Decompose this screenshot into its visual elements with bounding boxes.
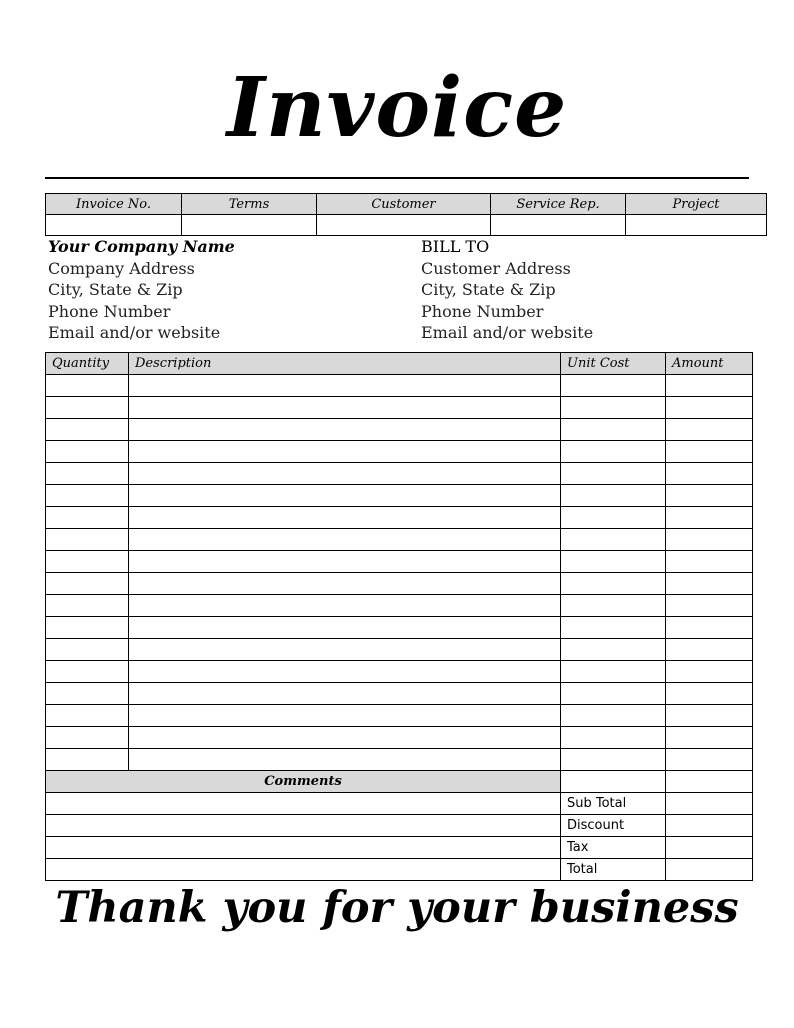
thank-you-message: Thank you for your business: [55, 883, 739, 933]
description-cell[interactable]: [129, 573, 561, 595]
quantity-cell[interactable]: [46, 639, 129, 661]
comments-spacer-amount: [666, 771, 753, 793]
unit-cost-cell[interactable]: [561, 573, 666, 595]
quantity-cell[interactable]: [46, 661, 129, 683]
description-cell[interactable]: [129, 375, 561, 397]
bill-to-heading: BILL TO: [421, 237, 490, 256]
comments-line[interactable]: [46, 793, 561, 815]
invoice-title: Invoice: [226, 60, 568, 156]
unit-cost-cell[interactable]: [561, 463, 666, 485]
amount-cell[interactable]: [666, 419, 753, 441]
unit-cost-cell[interactable]: [561, 397, 666, 419]
unit-cost-cell[interactable]: [561, 485, 666, 507]
unit-cost-cell[interactable]: [561, 551, 666, 573]
quantity-cell[interactable]: [46, 727, 129, 749]
customer-header: Customer: [317, 194, 491, 215]
discount-field[interactable]: [666, 815, 753, 837]
description-cell[interactable]: [129, 749, 561, 771]
description-cell[interactable]: [129, 529, 561, 551]
table-row: [46, 529, 753, 551]
description-cell[interactable]: [129, 441, 561, 463]
description-cell[interactable]: [129, 705, 561, 727]
amount-cell[interactable]: [666, 573, 753, 595]
amount-cell[interactable]: [666, 485, 753, 507]
amount-cell[interactable]: [666, 749, 753, 771]
unit-cost-cell[interactable]: [561, 595, 666, 617]
description-cell[interactable]: [129, 463, 561, 485]
amount-cell[interactable]: [666, 441, 753, 463]
quantity-cell[interactable]: [46, 463, 129, 485]
amount-cell[interactable]: [666, 463, 753, 485]
service-rep-field[interactable]: [491, 215, 626, 236]
unit-cost-cell[interactable]: [561, 529, 666, 551]
terms-field[interactable]: [182, 215, 317, 236]
total-label: Total: [561, 859, 666, 881]
table-row: [46, 705, 753, 727]
unit-cost-cell[interactable]: [561, 661, 666, 683]
quantity-cell[interactable]: [46, 705, 129, 727]
quantity-cell[interactable]: [46, 595, 129, 617]
amount-cell[interactable]: [666, 705, 753, 727]
table-row: [46, 749, 753, 771]
table-row: [46, 463, 753, 485]
amount-cell[interactable]: [666, 551, 753, 573]
description-cell[interactable]: [129, 661, 561, 683]
company-phone: Phone Number: [48, 301, 171, 321]
table-row: [46, 661, 753, 683]
unit-cost-cell[interactable]: [561, 749, 666, 771]
amount-cell[interactable]: [666, 529, 753, 551]
company-address: Company Address: [48, 258, 195, 278]
discount-label: Discount: [561, 815, 666, 837]
table-row: [46, 727, 753, 749]
quantity-cell[interactable]: [46, 397, 129, 419]
table-row: [46, 485, 753, 507]
description-cell[interactable]: [129, 595, 561, 617]
line-items-table: [45, 352, 753, 881]
company-email: Email and/or website: [48, 323, 221, 342]
company-info: [48, 236, 408, 344]
amount-cell[interactable]: [666, 683, 753, 705]
invoice-header-table: [45, 193, 767, 236]
unit-cost-cell[interactable]: [561, 727, 666, 749]
unit-cost-header: Unit Cost: [561, 353, 666, 375]
invoice-no-header: Invoice No.: [46, 194, 182, 215]
amount-cell[interactable]: [666, 617, 753, 639]
terms-header: Terms: [182, 194, 317, 215]
table-row: [46, 397, 753, 419]
project-header: Project: [626, 194, 767, 215]
amount-cell[interactable]: [666, 727, 753, 749]
unit-cost-cell[interactable]: [561, 507, 666, 529]
table-row: [46, 419, 753, 441]
amount-cell[interactable]: [666, 595, 753, 617]
company-name: Your Company Name: [48, 237, 235, 256]
company-city-state-zip: City, State & Zip: [48, 280, 183, 299]
table-row: [46, 441, 753, 463]
description-cell[interactable]: [129, 507, 561, 529]
unit-cost-cell[interactable]: [561, 375, 666, 397]
unit-cost-cell[interactable]: [561, 441, 666, 463]
subtotal-field[interactable]: [666, 793, 753, 815]
unit-cost-cell[interactable]: [561, 705, 666, 727]
quantity-cell[interactable]: [46, 441, 129, 463]
description-cell[interactable]: [129, 617, 561, 639]
quantity-cell[interactable]: [46, 529, 129, 551]
project-field[interactable]: [626, 215, 767, 236]
comments-line[interactable]: [46, 837, 561, 859]
quantity-cell[interactable]: [46, 683, 129, 705]
comments-header: Comments: [46, 771, 561, 793]
table-row: [46, 551, 753, 573]
description-cell[interactable]: [129, 639, 561, 661]
unit-cost-cell[interactable]: [561, 419, 666, 441]
description-cell[interactable]: [129, 485, 561, 507]
amount-cell[interactable]: [666, 639, 753, 661]
tax-label: Tax: [561, 837, 666, 859]
description-cell[interactable]: [129, 551, 561, 573]
bill-to-info: [421, 236, 761, 344]
description-cell[interactable]: [129, 727, 561, 749]
service-rep-header: Service Rep.: [491, 194, 626, 215]
amount-cell[interactable]: [666, 397, 753, 419]
quantity-cell[interactable]: [46, 551, 129, 573]
amount-cell[interactable]: [666, 661, 753, 683]
quantity-cell[interactable]: [46, 617, 129, 639]
table-row: [46, 683, 753, 705]
table-row: [46, 507, 753, 529]
tax-field[interactable]: [666, 837, 753, 859]
customer-phone: Phone Number: [421, 301, 544, 321]
comments-spacer-cell: [561, 771, 666, 793]
customer-field[interactable]: [317, 215, 491, 236]
amount-cell[interactable]: [666, 375, 753, 397]
table-row: [46, 573, 753, 595]
quantity-header: Quantity: [46, 353, 129, 375]
quantity-cell[interactable]: [46, 375, 129, 397]
quantity-cell[interactable]: [46, 749, 129, 771]
quantity-cell[interactable]: [46, 485, 129, 507]
customer-city-state-zip: City, State & Zip: [421, 280, 556, 299]
table-row: [46, 595, 753, 617]
unit-cost-cell[interactable]: [561, 617, 666, 639]
subtotal-label: Sub Total: [561, 793, 666, 815]
quantity-cell[interactable]: [46, 573, 129, 595]
table-row: [46, 617, 753, 639]
customer-address: Customer Address: [421, 258, 571, 278]
unit-cost-cell[interactable]: [561, 683, 666, 705]
comments-line[interactable]: [46, 815, 561, 837]
description-cell[interactable]: [129, 683, 561, 705]
title-divider: [45, 177, 749, 179]
invoice-no-field[interactable]: [46, 215, 182, 236]
quantity-cell[interactable]: [46, 419, 129, 441]
description-header: Description: [129, 353, 561, 375]
description-cell[interactable]: [129, 419, 561, 441]
amount-header: Amount: [666, 353, 753, 375]
quantity-cell[interactable]: [46, 507, 129, 529]
table-row: [46, 639, 753, 661]
unit-cost-cell[interactable]: [561, 639, 666, 661]
customer-email: Email and/or website: [421, 323, 594, 342]
table-row: [46, 375, 753, 397]
description-cell[interactable]: [129, 397, 561, 419]
amount-cell[interactable]: [666, 507, 753, 529]
